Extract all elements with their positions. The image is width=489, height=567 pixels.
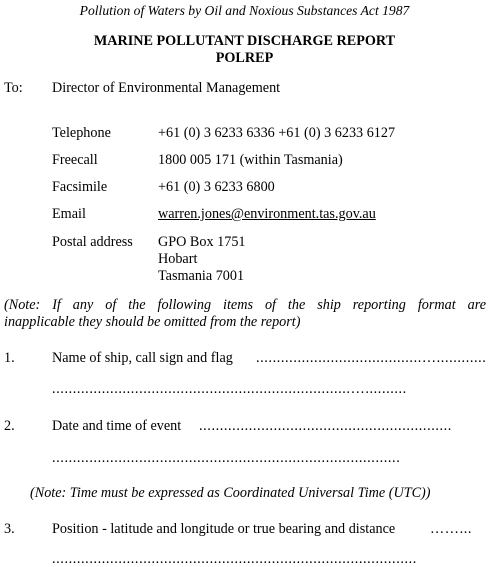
contact-label-freecall: Freecall (52, 152, 98, 168)
contact-value-facsimile: +61 (0) 3 6233 6800 (158, 179, 275, 195)
item-field-2[interactable]: ............................................................. (199, 419, 452, 434)
email-link[interactable]: warren.jones@environment.tas.gov.au (158, 206, 376, 222)
item-number-2: 2. (4, 418, 15, 434)
contact-label-postal: Postal address (52, 234, 133, 250)
item-field-2-continued[interactable]: .................................................................................... (52, 451, 401, 466)
item-number-3: 3. (4, 521, 15, 537)
contact-value-freecall: 1800 005 171 (within Tasmania) (158, 152, 343, 168)
act-title: Pollution of Waters by Oil and Noxious Substances Act 1987 (79, 3, 410, 18)
item-field-1-continued[interactable]: ........................................................................….......... (52, 382, 407, 397)
item-field-3[interactable]: ……... (430, 522, 473, 537)
item-text-3: Position - latitude and longitude or true bearing and distance (52, 521, 396, 537)
item-text-1: Name of ship, call sign and flag (52, 350, 233, 366)
to-value: Director of Environmental Management (52, 80, 281, 96)
format-note-line-1: (Note: If any of the following items of the ship reporting format are (4, 297, 486, 313)
contact-value-telephone: +61 (0) 3 6233 6336 +61 (0) 3 6233 6127 (158, 125, 396, 141)
to-label: To: (4, 80, 23, 96)
contact-label-email: Email (52, 206, 86, 222)
report-title: MARINE POLLUTANT DISCHARGE REPORT (93, 33, 396, 49)
contact-label-facsimile: Facsimile (52, 179, 108, 195)
item-field-3-continued[interactable]: ........................................................................................ (52, 552, 417, 567)
format-note-line-2: inapplicable they should be omitted from the report) (4, 314, 301, 330)
postal-line-2: Hobart (158, 251, 198, 267)
report-subtitle: POLREP (215, 50, 274, 66)
postal-line-1: GPO Box 1751 (158, 234, 246, 250)
item-text-2: Date and time of event (52, 418, 182, 434)
postal-line-3: Tasmania 7001 (158, 268, 245, 284)
item-number-1: 1. (4, 350, 15, 366)
time-note: (Note: Time must be expressed as Coordinated Universal Time (UTC)) (30, 485, 431, 501)
contact-label-telephone: Telephone (52, 125, 111, 141)
item-field-1[interactable]: ........................................…............ (256, 351, 486, 366)
